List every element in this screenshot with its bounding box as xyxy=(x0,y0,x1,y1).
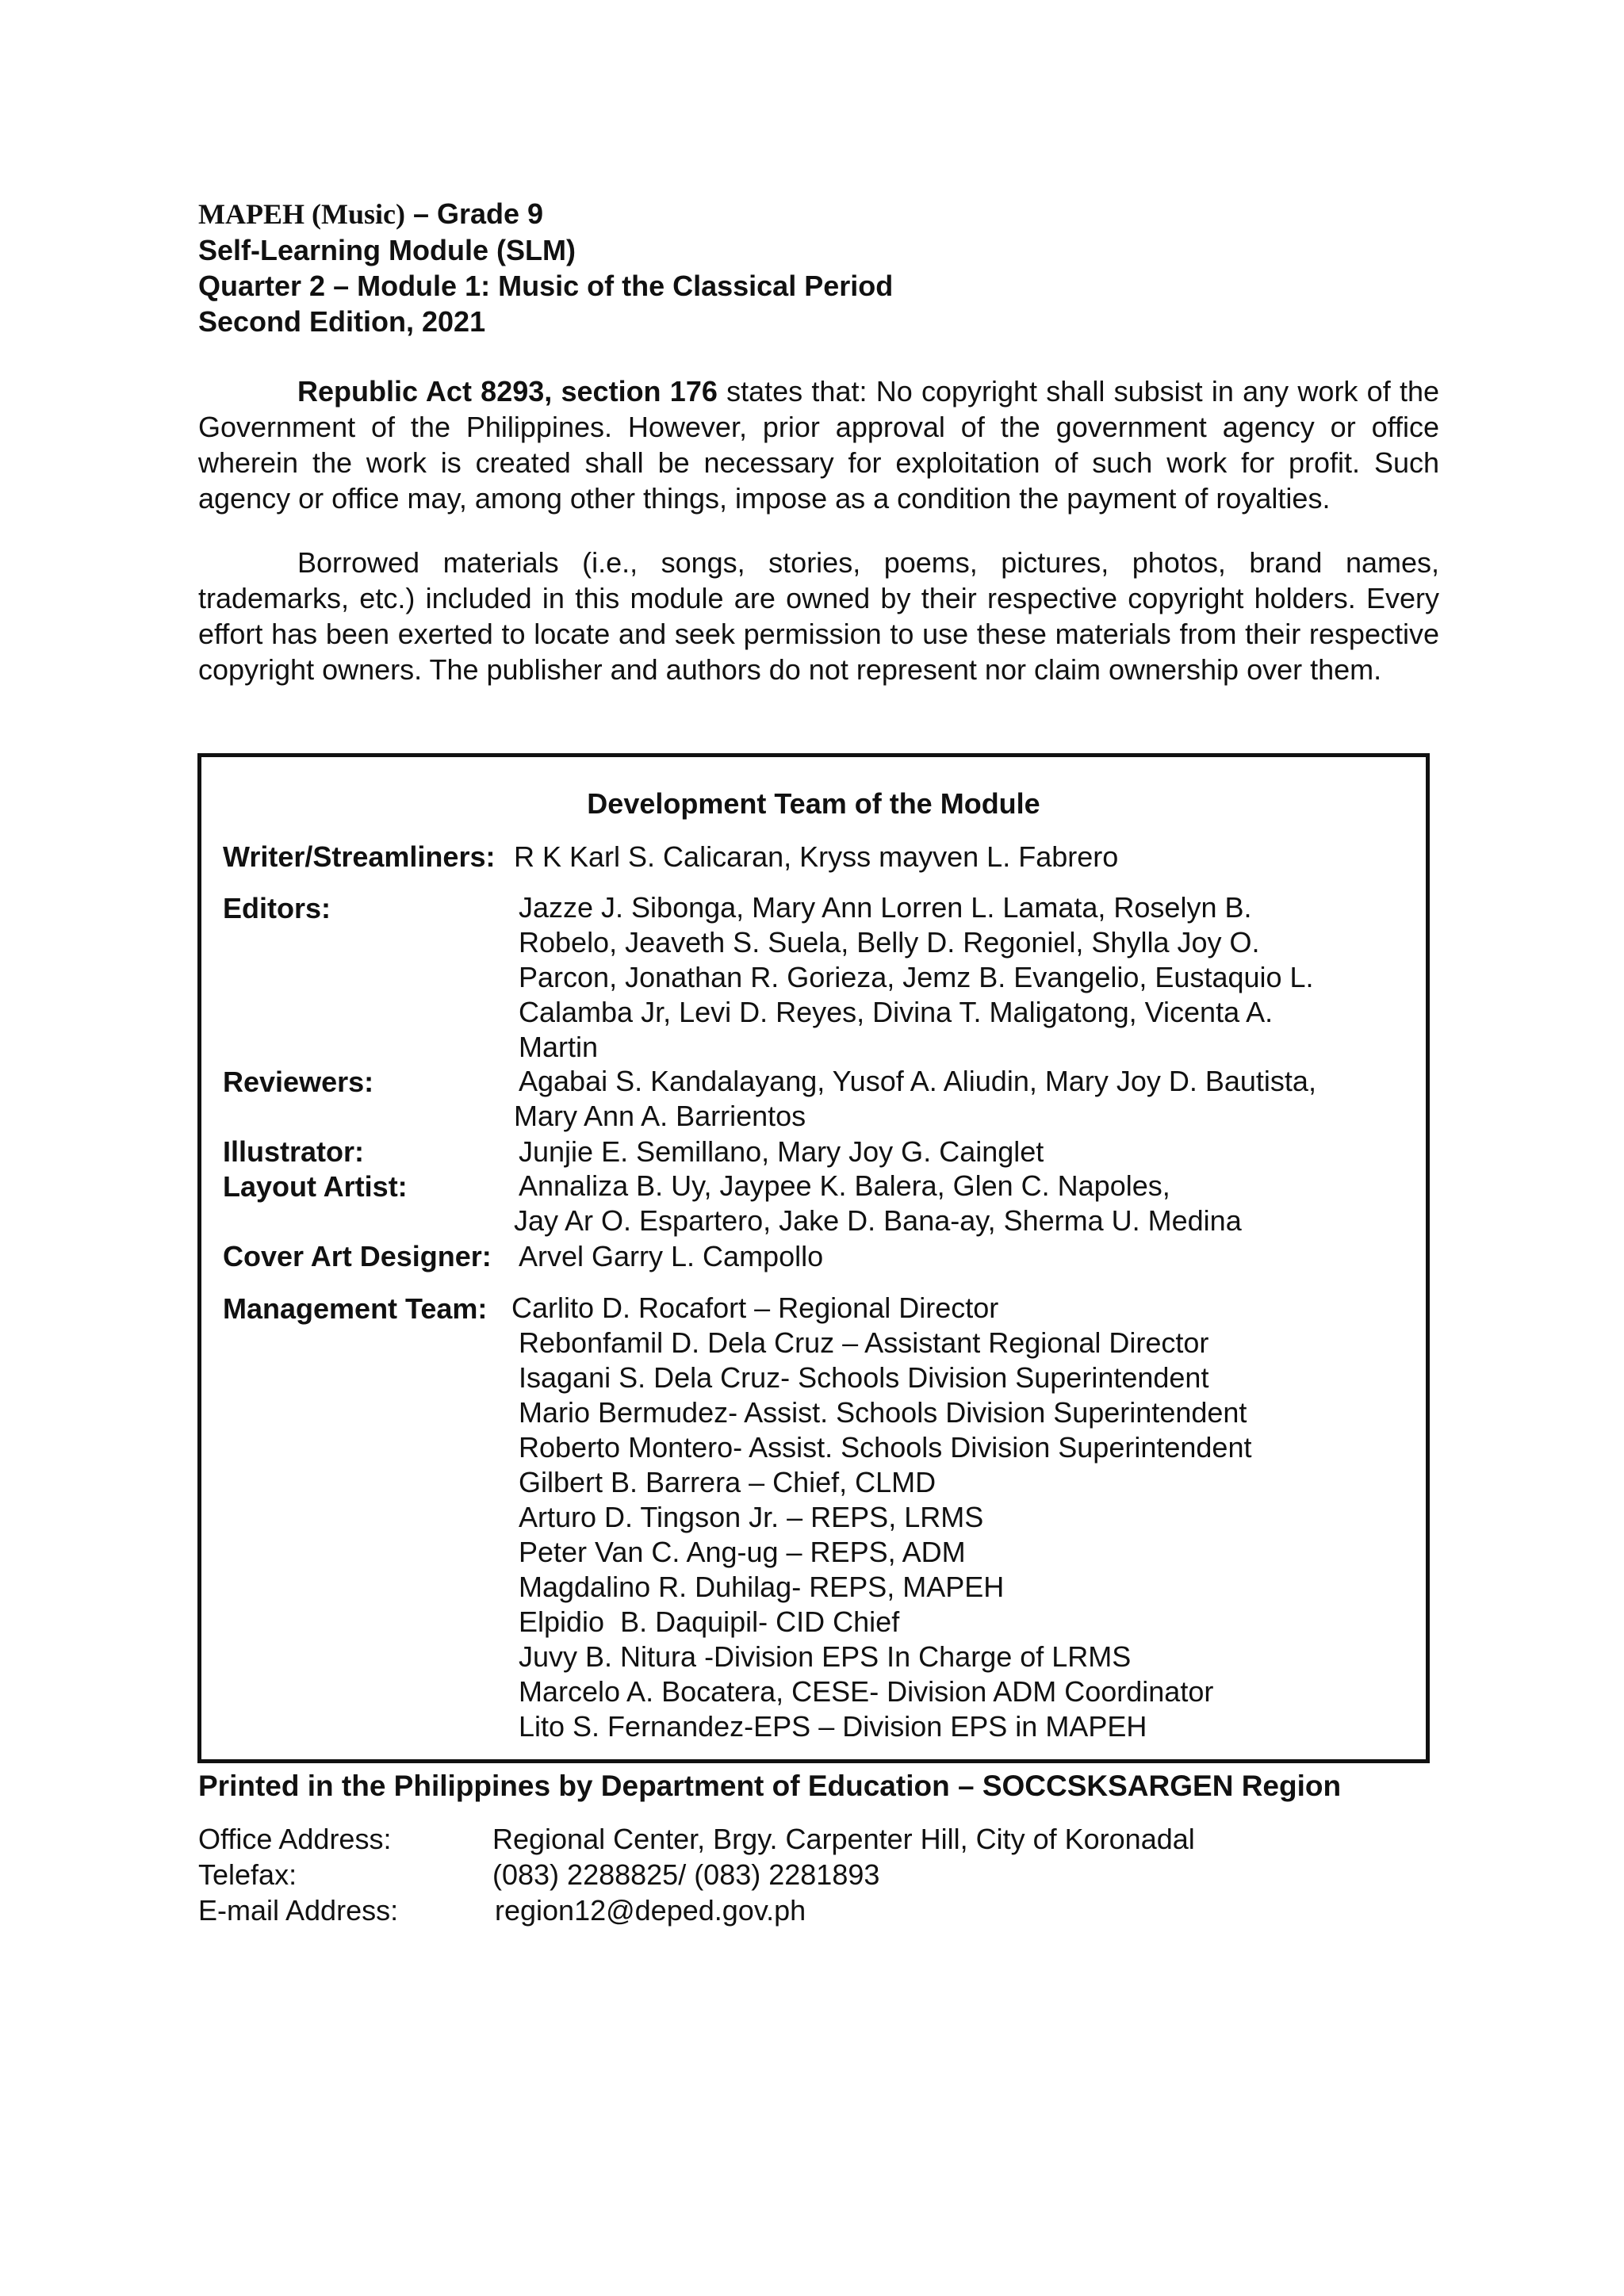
management-line: Roberto Montero- Assist. Schools Division Superintendent xyxy=(519,1431,1252,1464)
header-module-title: Quarter 2 – Module 1: Music of the Classical Period xyxy=(198,270,894,302)
management-line: Elpidio B. Daquipil- CID Chief xyxy=(519,1605,900,1638)
reviewers-names xyxy=(514,1064,1407,1134)
office-address-label: Office Address: xyxy=(198,1823,392,1855)
illustrator-label: Illustrator: xyxy=(223,1135,365,1168)
management-line: Lito S. Fernandez-EPS – Division EPS in MAPEH xyxy=(519,1710,1147,1743)
management-names xyxy=(511,1291,1407,1744)
reviewers-line: Agabai S. Kandalayang, Yusof A. Aliudin, Mary Joy D. Bautista, xyxy=(519,1065,1316,1097)
layout-artist-names xyxy=(514,1169,1407,1238)
reviewers-line: Mary Ann A. Barrientos xyxy=(514,1100,806,1132)
editors-line: Martin xyxy=(519,1031,599,1063)
copyright-paragraph xyxy=(198,373,1439,516)
management-line: Mario Bermudez- Assist. Schools Division Superintendent xyxy=(519,1396,1247,1429)
development-team-box xyxy=(197,753,1430,1763)
module-header xyxy=(198,196,893,339)
email-value: region12@deped.gov.ph xyxy=(495,1894,806,1927)
office-address-value: Regional Center, Brgy. Carpenter Hill, City of Koronadal xyxy=(492,1823,1195,1855)
telefax-label: Telefax: xyxy=(198,1858,297,1891)
telefax-value: (083) 2288825/ (083) 2281893 xyxy=(492,1858,880,1891)
header-edition: Second Edition, 2021 xyxy=(198,305,486,338)
copyright-text: states that: No copyright shall subsist in any work of the Government of the Philippines. However, prior approval of the government agency or office wherein the work is created shall be necessary for exploitation of such work for profit. Such agency or office may, among other things, impose as a condition the payment of royalties. xyxy=(198,375,1439,515)
management-line: Juvy B. Nitura -Division EPS In Charge of LRMS xyxy=(519,1640,1132,1673)
management-line: Magdalino R. Duhilag- REPS, MAPEH xyxy=(519,1571,1005,1603)
management-line: Marcelo A. Bocatera, CESE- Division ADM Coordinator xyxy=(519,1675,1214,1708)
writers-names: R K Karl S. Calicaran, Kryss mayven L. Fabrero xyxy=(514,840,1119,873)
editors-label: Editors: xyxy=(223,892,331,924)
law-reference: Republic Act 8293, section 176 xyxy=(297,375,718,408)
header-subject: MAPEH (Music) xyxy=(198,198,405,230)
editors-line: Robelo, Jeaveth S. Suela, Belly D. Regoniel, Shylla Joy O. xyxy=(519,926,1260,959)
management-line: Carlito D. Rocafort – Regional Director xyxy=(511,1292,999,1324)
cover-art-label: Cover Art Designer: xyxy=(223,1240,492,1272)
header-module-type: Self-Learning Module (SLM) xyxy=(198,234,576,266)
layout-artist-label: Layout Artist: xyxy=(223,1170,408,1203)
header-subject-line xyxy=(198,196,893,232)
illustrator-names: Junjie E. Semillano, Mary Joy G. Cainglet xyxy=(519,1135,1044,1168)
editors-line: Parcon, Jonathan R. Gorieza, Jemz B. Evangelio, Eustaquio L. xyxy=(519,961,1314,993)
borrowed-materials-paragraph: Borrowed materials (i.e., songs, stories, poems, pictures, photos, brand names, trademarks, etc.) included in this module are owned by their respective copyright holders. Every effort has been exerted to locate and seek permission to use these materials from their respective copyright owners. The publisher and authors do not represent nor claim ownership over them. xyxy=(198,546,1439,686)
editors-line: Calamba Jr, Levi D. Reyes, Divina T. Maligatong, Vicenta A. xyxy=(519,996,1274,1028)
printed-by: Printed in the Philippines by Department of Education – SOCCSKSARGEN Region xyxy=(198,1770,1342,1802)
management-line: Arturo D. Tingson Jr. – REPS, LRMS xyxy=(519,1501,984,1533)
email-label: E-mail Address: xyxy=(198,1894,399,1927)
cover-art-names: Arvel Garry L. Campollo xyxy=(519,1240,824,1272)
editors-names xyxy=(519,890,1407,1065)
management-line: Gilbert B. Barrera – Chief, CLMD xyxy=(519,1466,936,1498)
reviewers-label: Reviewers: xyxy=(223,1066,374,1098)
writers-label: Writer/Streamliners: xyxy=(223,840,496,873)
management-line: Rebonfamil D. Dela Cruz – Assistant Regional Director xyxy=(519,1326,1209,1359)
management-label: Management Team: xyxy=(223,1292,488,1325)
team-title: Development Team of the Module xyxy=(587,787,1040,820)
layout-artist-line: Annaliza B. Uy, Jaypee K. Balera, Glen C. Napoles, xyxy=(519,1169,1170,1202)
management-line: Peter Van C. Ang-ug – REPS, ADM xyxy=(519,1536,966,1568)
management-line: Isagani S. Dela Cruz- Schools Division Superintendent xyxy=(519,1361,1209,1394)
layout-artist-line: Jay Ar O. Espartero, Jake D. Bana-ay, Sherma U. Medina xyxy=(514,1204,1242,1237)
header-grade: – Grade 9 xyxy=(404,197,544,230)
editors-line: Jazze J. Sibonga, Mary Ann Lorren L. Lamata, Roselyn B. xyxy=(519,891,1252,924)
